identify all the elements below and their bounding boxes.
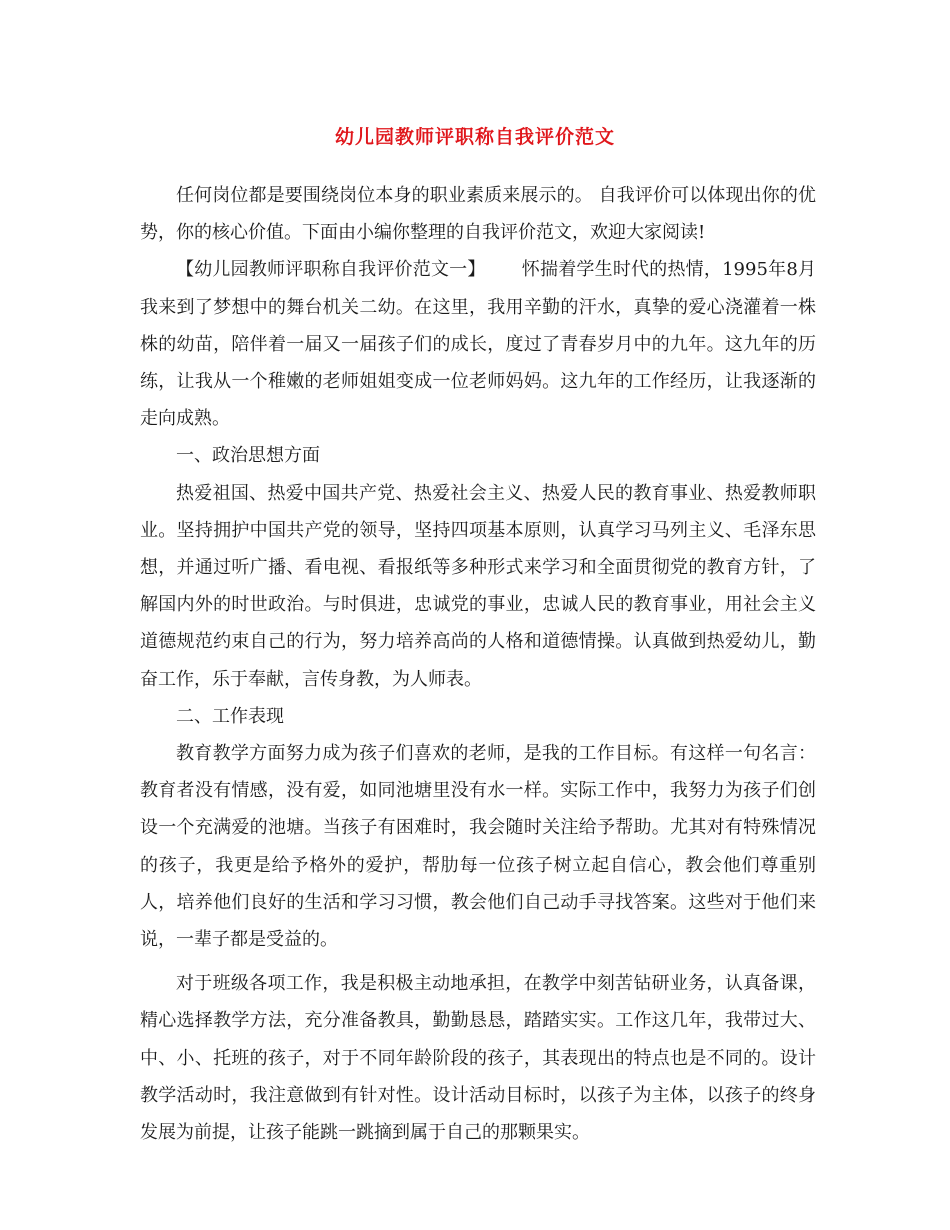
class-work-paragraph: 对于班级各项工作，我是积极主动地承担，在教学中刻苦钻研业务，认真备课，精心选择教学方法，充分准备教具，勤勤恳恳，踏踏实实。工作这几年，我带过大、中、小、托班的孩子，对于不同年龄阶段的孩子，其表现出的特点也是不同的。设计教学活动时，我注意做到有针对性。设计活动目标时，以孩子为主体，以孩子的终身发展为前提，让孩子能跳一跳摘到属于自己的那颗果实。: [140, 973, 816, 1144]
sample-one-paragraph: [140, 251, 816, 437]
section-heading: 【幼儿园教师评职称自我评价范文一】: [176, 259, 486, 281]
work-paragraph: 教育教学方面努力成为孩子们喜欢的老师，是我的工作目标。有这样一句名言：教育者没有情感，没有爱，如同池塘里没有水一样。实际工作中，我努力为孩子们创设一个充满爱的池塘。当孩子有困难时，我会随时关注给予帮助。尤其对有特殊情况的孩子，我更是给予格外的爱护，帮肋每一位孩子树立起自信心，教会他们尊重别人，培养他们良好的生活和学习习惯，教会他们自己动手寻找答案。这些对于他们来说，一辈子都是受益的。: [140, 743, 816, 951]
document-title: 幼儿园教师评职称自我评价范文: [334, 126, 615, 148]
sample-one-text: 怀揣着学生时代的热情，1995年8月我来到了梦想中的舞台机关二幼。在这里，我用辛勤的汗水，真挚的爱心浇灌着一株株的幼苗，陪伴着一届又一届孩子们的成长，度过了青春岁月中的九年。这九年的历练，让我从一个稚嫩的老师姐姐变成一位老师妈妈。这九年的工作经历，让我逐渐的走向成熟。: [140, 259, 816, 430]
politics-paragraph: 热爱祖国、热爱中国共产党、热爱社会主义、热爱人民的教育事业、热爱教师职业。坚持拥护中国共产党的领导，坚持四项基本原则，认真学习马列主义、毛泽东思想，并通过听广播、看电视、看报纸等多种形式来学习和全面贯彻党的教育方针，了解国内外的时世政治。与时俱进，忠诚党的事业，忠诚人民的教育事业，用社会主义道德规范约束自己的行为，努力培养高尚的人格和道德情操。认真做到热爱幼儿，勤奋工作，乐于奉献，言传身教，为人师表。: [140, 482, 816, 690]
intro-paragraph: 任何岗位都是要围绕岗位本身的职业素质来展示的。 自我评价可以体现出你的优势，你的核心价值。下面由小编你整理的自我评价范文，欢迎大家阅读!: [140, 185, 816, 244]
heading-work: 二、工作表现: [176, 705, 284, 727]
heading-politics: 一、政治思想方面: [176, 445, 320, 467]
document-body: [140, 177, 816, 1151]
